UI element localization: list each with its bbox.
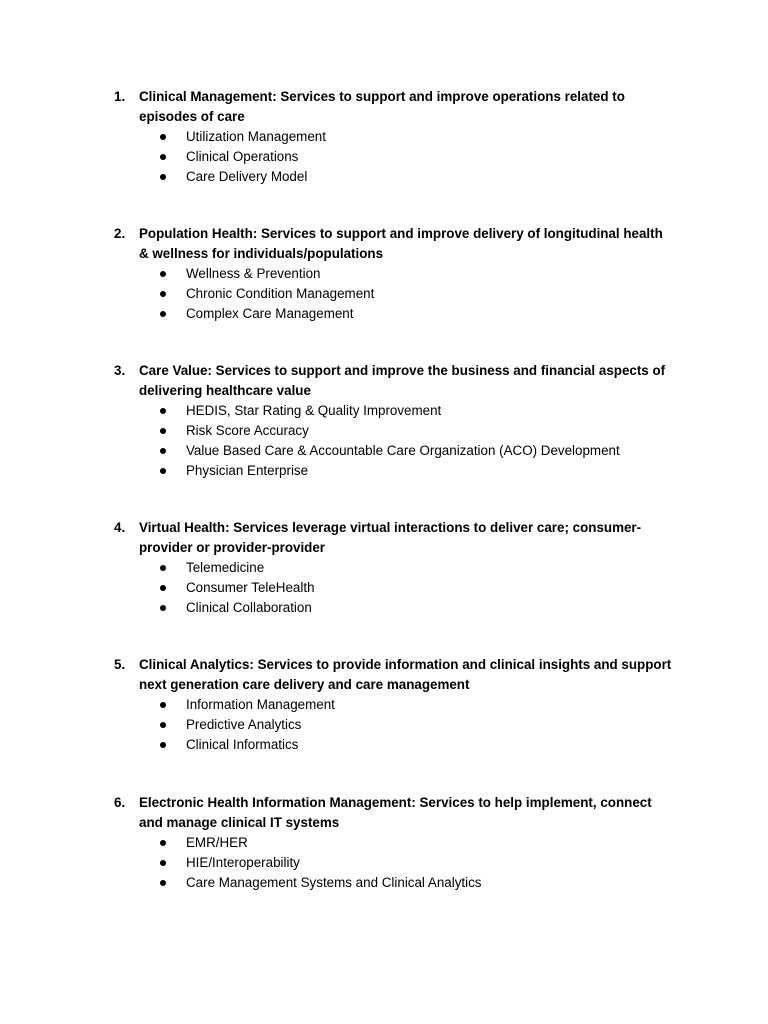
bullet-icon — [160, 702, 166, 708]
bullet-icon — [160, 565, 166, 571]
list-item — [114, 167, 674, 187]
bullet-icon — [160, 880, 166, 886]
section-title: Clinical Management: Services to support and improve operations related to episodes of care — [139, 89, 625, 124]
section-clinical-management — [114, 87, 674, 187]
list-item-text: Utilization Management — [186, 128, 326, 144]
section-number: 4. — [114, 520, 126, 535]
list-item-text: Clinical Collaboration — [186, 599, 312, 615]
bullet-icon — [160, 448, 166, 454]
bullet-icon — [160, 154, 166, 160]
section-title: Population Health: Services to support and improve delivery of longitudinal health & wellness for individuals/populations — [139, 226, 663, 261]
section-number: 2. — [114, 226, 126, 241]
section-heading — [114, 518, 674, 557]
bullet-icon — [160, 174, 166, 180]
bullet-icon — [160, 408, 166, 414]
list-item-text: Value Based Care & Accountable Care Organization (ACO) Development — [186, 442, 620, 458]
section-heading — [114, 655, 674, 694]
list-item-text: Clinical Informatics — [186, 736, 299, 752]
section-population-health — [114, 224, 674, 324]
bullet-list — [114, 833, 674, 893]
bullet-icon — [160, 134, 166, 140]
section-number: 6. — [114, 795, 126, 810]
section-title: Care Value: Services to support and improve the business and financial aspects of delivering healthcare value — [139, 363, 666, 398]
bullet-list — [114, 558, 674, 618]
list-item-text: Telemedicine — [186, 559, 265, 575]
list-item — [114, 558, 674, 578]
bullet-icon — [160, 271, 166, 277]
list-item-text: Complex Care Management — [186, 305, 354, 321]
list-item — [114, 147, 674, 167]
list-item — [114, 833, 674, 853]
list-item-text: Risk Score Accuracy — [186, 422, 309, 438]
section-number: 5. — [114, 657, 126, 672]
bullet-list — [114, 127, 674, 187]
section-heading — [114, 793, 674, 832]
list-item-text: Clinical Operations — [186, 148, 299, 164]
list-item — [114, 598, 674, 618]
bullet-list — [114, 695, 674, 755]
bullet-icon — [160, 860, 166, 866]
list-item-text: EMR/HER — [186, 834, 248, 850]
section-clinical-analytics — [114, 655, 674, 755]
list-item-text: Wellness & Prevention — [186, 265, 321, 281]
list-item-text: Care Management Systems and Clinical Analytics — [186, 874, 482, 890]
list-item — [114, 304, 674, 324]
list-item-text: Consumer TeleHealth — [186, 579, 315, 595]
list-item-text: HEDIS, Star Rating & Quality Improvement — [186, 402, 442, 418]
section-number: 3. — [114, 363, 126, 378]
section-heading — [114, 87, 674, 126]
list-item — [114, 695, 674, 715]
list-item-text: Predictive Analytics — [186, 716, 302, 732]
bullet-icon — [160, 585, 166, 591]
bullet-icon — [160, 428, 166, 434]
list-item-text: Care Delivery Model — [186, 168, 308, 184]
list-item — [114, 284, 674, 304]
bullet-icon — [160, 311, 166, 317]
bullet-icon — [160, 742, 166, 748]
section-title: Electronic Health Information Management: Services to help implement, connect and manage clinical IT systems — [139, 795, 652, 830]
bullet-icon — [160, 468, 166, 474]
section-electronic-health-information-management — [114, 793, 674, 893]
list-item-text: Information Management — [186, 696, 335, 712]
list-item — [114, 127, 674, 147]
list-item — [114, 853, 674, 873]
list-item-text: Physician Enterprise — [186, 462, 309, 478]
section-heading — [114, 224, 674, 263]
list-item — [114, 735, 674, 755]
section-virtual-health — [114, 518, 674, 618]
list-item — [114, 421, 674, 441]
bullet-icon — [160, 291, 166, 297]
section-title: Virtual Health: Services leverage virtual interactions to deliver care; consumer-provider or provider-provider — [139, 520, 642, 555]
list-item — [114, 715, 674, 735]
list-item-text: Chronic Condition Management — [186, 285, 375, 301]
bullet-list — [114, 264, 674, 324]
list-item — [114, 578, 674, 598]
bullet-icon — [160, 722, 166, 728]
section-heading — [114, 361, 674, 400]
list-item — [114, 401, 674, 421]
list-item — [114, 264, 674, 284]
bullet-list — [114, 401, 674, 481]
list-item — [114, 441, 674, 461]
section-care-value — [114, 361, 674, 481]
bullet-icon — [160, 840, 166, 846]
bullet-icon — [160, 605, 166, 611]
list-item — [114, 873, 674, 893]
list-item — [114, 461, 674, 481]
section-number: 1. — [114, 89, 126, 104]
list-item-text: HIE/Interoperability — [186, 854, 300, 870]
section-title: Clinical Analytics: Services to provide information and clinical insights and support next generation care delivery and care management — [139, 657, 672, 692]
